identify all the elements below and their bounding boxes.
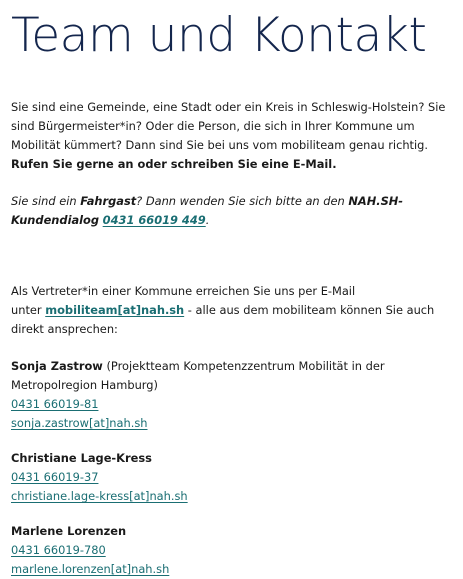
representatives-paragraph <box>11 282 456 339</box>
team-email-link[interactable]: mobiliteam[at]nah.sh <box>45 303 185 317</box>
contact-heading <box>11 357 456 395</box>
contact-phone-link[interactable]: 0431 66019-37 <box>11 470 99 484</box>
contact-phone-link[interactable]: 0431 66019-780 <box>11 543 106 557</box>
contact-email-link[interactable]: sonja.zastrow[at]nah.sh <box>11 416 148 430</box>
representatives-line2-prefix: unter <box>11 303 46 317</box>
passenger-prefix: Sie sind ein <box>11 194 81 208</box>
contact-name: Marlene Lorenzen <box>11 524 127 538</box>
intro-text: Sie sind eine Gemeinde, eine Stadt oder ein Kreis in Schleswig-Holstein? Sie sind Bürgermeister*in? Oder die Person, die sich in Ihrer Kommune um Mobilität kümmert? Dann sind Sie bei uns vom mobiliteam genau richtig. <box>11 100 446 152</box>
contact-name: Christiane Lage-Kress <box>11 451 152 465</box>
representatives-line1: Als Vertreter*in einer Kommune erreichen Sie uns per E-Mail <box>11 284 356 298</box>
contact-name: Sonja Zastrow <box>11 359 103 373</box>
intro-paragraph <box>11 98 456 174</box>
intro-emphasis: Rufen Sie gerne an oder schreiben Sie eine E-Mail. <box>11 157 337 171</box>
representatives-line2-suffix: - alle aus dem mobiliteam können Sie auch direkt ansprechen: <box>11 303 435 336</box>
contact-heading <box>11 522 456 541</box>
contact-role: (Projektteam Kompetenzzentrum Mobilität in der Metropolregion Hamburg) <box>11 359 385 392</box>
page-title: Team und Kontakt <box>11 8 427 63</box>
contact-phone-link[interactable]: 0431 66019-81 <box>11 397 99 411</box>
main-content <box>11 0 456 579</box>
customer-service-phone-link[interactable]: 0431 66019 449 <box>102 213 206 227</box>
passenger-paragraph <box>11 192 456 230</box>
passenger-suffix: . <box>205 213 210 227</box>
contact-email-link[interactable]: christiane.lage-kress[at]nah.sh <box>11 489 188 503</box>
passenger-middle: ? Dann wenden Sie sich bitte an den <box>136 194 349 208</box>
customer-service-name: NAH.SH-Kundendialog <box>11 194 404 227</box>
contact-card <box>11 449 456 506</box>
contact-card <box>11 522 456 579</box>
contact-card <box>11 357 456 433</box>
passenger-keyword: Fahrgast <box>80 194 137 208</box>
contact-email-link[interactable]: marlene.lorenzen[at]nah.sh <box>11 562 170 576</box>
contact-heading <box>11 449 456 468</box>
